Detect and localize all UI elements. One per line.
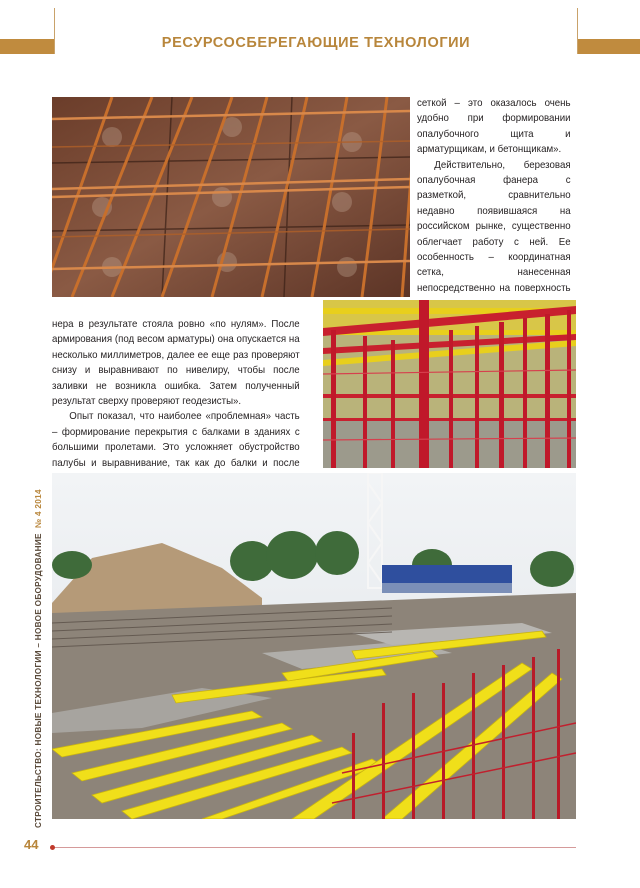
photo-rebar-on-plywood <box>52 97 410 297</box>
paragraph: сеткой – это оказалось очень удобно при формировании опалубочного щита и арматурщикам, и бетонщикам». <box>417 98 571 156</box>
header-accent-bar-right <box>578 39 640 54</box>
header-accent-bar-left <box>0 39 54 54</box>
photo-scaffolding-props <box>323 300 576 468</box>
journal-name-vertical <box>34 489 43 828</box>
journal-issue: № 4 2014 <box>34 489 43 529</box>
section-title: РЕСУРСОСБЕРЕГАЮЩИЕ ТЕХНОЛОГИИ <box>161 35 471 51</box>
header-frame-line-right <box>577 8 578 54</box>
footer-dot <box>50 845 55 850</box>
paragraph: нера в результате стояла ровно «по нулям». После армирования (под весом арматуры) она опускается на несколько миллиметров, далее ее еще раз проверяют снизу и выравнивают по нивелиру, чтобы после заливки не возникла ошибка. Затем полученный результат сверху проверяют геодезисты». <box>52 319 300 408</box>
page-number: 44 <box>24 837 39 852</box>
journal-name: СТРОИТЕЛЬСТВО: НОВЫЕ ТЕХНОЛОГИИ – НОВОЕ ОБОРУДОВАНИЕ <box>34 533 43 828</box>
paragraph: Опыт показал, что наиболее «проблемная» часть – формирование перекрытия с балками в зданиях с большими пролетами. Это усложняет обустройство палубы и выравнивание, так как до балки и после <box>52 411 300 469</box>
paragraph: Действительно, березовая опалубочная фанера с разметкой, сравнительно недавно появившаяся на российском рынке, существенно облегчает работу с ней. Ее особенность – координатная сетка, нанесенная непосредственно на поверхность <box>417 159 571 294</box>
photo-construction-site <box>52 473 576 819</box>
header-frame-line-left <box>54 8 55 54</box>
footer-rule <box>52 847 576 848</box>
